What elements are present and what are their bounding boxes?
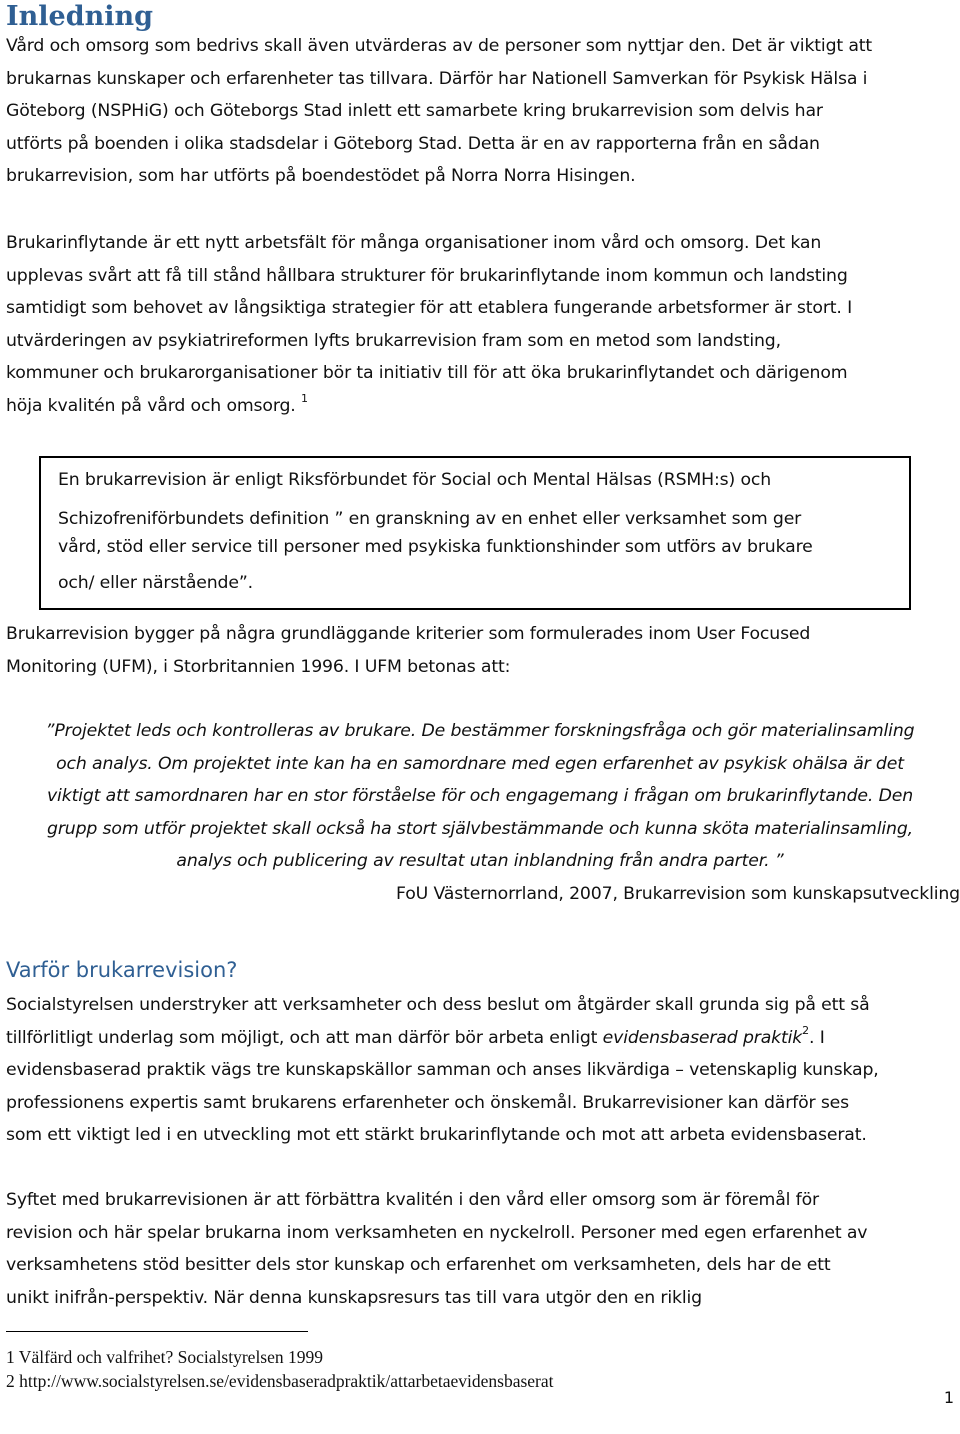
section-heading-inledning: Inledning <box>6 1 153 32</box>
text-line: som ett viktigt led i en utveckling mot ett stärkt brukarinflytande och mot att arbeta evidensbaserat. <box>6 1125 867 1146</box>
footnote-ref-2[interactable]: 2 <box>802 1023 810 1037</box>
text-line: revision och här spelar brukarna inom verksamheten en nyckelroll. Personer med egen erfarenhet av <box>6 1222 868 1243</box>
text-line: Vård och omsorg som bedrivs skall även utvärderas av de personer som nyttjar den. Det är viktigt att <box>6 36 873 56</box>
text-line: brukarrevision, som har utförts på boendestödet på Norra Norra Hisingen. <box>6 166 636 187</box>
emphasis-evidensbaserad-praktik: evidensbaserad praktik <box>602 1027 803 1048</box>
definition-box <box>39 456 911 610</box>
text-line: Brukarrevision bygger på några grundläggande kriterier som formulerades inom User Focused <box>6 624 811 644</box>
text-line <box>6 1022 879 1055</box>
text-line: upplevas svårt att få till stånd hållbara strukturer för brukarinflytande inom kommun och landsting <box>6 265 848 286</box>
quote-line: analys och publicering av resultat utan inblandning från andra parter. ” <box>176 851 784 872</box>
text-line: Göteborg (NSPHiG) och Göteborgs Stad inlett ett samarbete kring brukarrevision som delvis har <box>6 101 823 122</box>
footnote-2[interactable]: 2 http://www.socialstyrelsen.se/evidensbaseradpraktik/attarbetaevidensbaserat <box>6 1371 554 1391</box>
quote-line: ”Projektet leds och kontrolleras av brukare. De bestämmer forskningsfråga och gör materialinsamling <box>45 721 915 741</box>
footnote-divider <box>6 1331 308 1332</box>
section-heading-varfor: Varför brukarrevision? <box>6 958 238 982</box>
text-line <box>6 390 852 423</box>
quote-line: viktigt att samordnaren har en stor förståelse för och engagemang i frågan om brukarinflytande. Den <box>46 786 914 807</box>
why-paragraph <box>6 989 879 1152</box>
ufm-quote <box>0 715 960 878</box>
ufm-paragraph <box>6 618 810 683</box>
quote-source: FoU Västernorrland, 2007, Brukarrevision som kunskapsutveckling <box>396 884 960 904</box>
text-line: Syftet med brukarrevisionen är att förbättra kvalitén i den vård eller omsorg som är föremål för <box>6 1190 819 1210</box>
text-line: verksamhetens stöd besitter dels stor kunskap och erfarenhet om verksamheten, dels har de ett <box>6 1255 831 1276</box>
text-line: Brukarinflytande är ett nytt arbetsfält för många organisationer inom vård och omsorg. Det kan <box>6 233 822 253</box>
intro-paragraph <box>6 30 872 193</box>
purpose-paragraph <box>6 1184 867 1314</box>
text-line: unikt inifrån-perspektiv. När denna kunskapsresurs tas till vara utgör den en riklig <box>6 1287 702 1308</box>
text-line: kommuner och brukarorganisationer bör ta initiativ till för att öka brukarinflytandet och därigenom <box>6 363 848 384</box>
text-line-start: tillförlitligt underlag som möjligt, och att man därför bör arbeta enligt <box>6 1027 603 1048</box>
definition-line: Schizofreniförbundets definition ” en granskning av en enhet eller verksamhet som ger <box>58 509 802 529</box>
text-line-end: . I <box>809 1027 825 1048</box>
text-line: samtidigt som behovet av långsiktiga strategier för att etablera fungerande arbetsformer är stort. I <box>6 298 853 319</box>
text-line: professionens expertis samt brukarens erfarenheter och önskemål. Brukarrevisioner kan därför ses <box>6 1092 850 1113</box>
text-line: evidensbaserad praktik vägs tre kunskapskällor samman och anses likvärdiga – vetenskaplig kunskap, <box>6 1060 879 1081</box>
definition-line: och/ eller närstående”. <box>58 573 254 593</box>
text-line: utvärderingen av psykiatrireformen lyfts brukarrevision fram som en metod som landsting, <box>6 330 781 351</box>
text-line: Socialstyrelsen understryker att verksamheter och dess beslut om åtgärder skall grunda sig på ett så <box>6 995 870 1015</box>
influence-paragraph <box>6 227 852 423</box>
page-number: 1 <box>943 1388 954 1407</box>
quote-source-wrap <box>0 878 960 911</box>
text-line: Monitoring (UFM), i Storbritannien 1996. I UFM betonas att: <box>6 656 511 677</box>
definition-line: En brukarrevision är enligt Riksförbundet för Social och Mental Hälsas (RSMH:s) och <box>58 470 772 490</box>
footnote-ref-1[interactable]: 1 <box>301 392 308 406</box>
text-line-body: höja kvalitén på vård och omsorg. <box>6 395 296 416</box>
text-line: utförts på boenden i olika stadsdelar i Göteborg Stad. Detta är en av rapporterna från en sådan <box>6 133 820 154</box>
text-line: brukarnas kunskaper och erfarenheter tas tillvara. Därför har Nationell Samverkan för Psykisk Hälsa i <box>6 68 868 89</box>
footnote-1: 1 Välfärd och valfrihet? Socialstyrelsen 1999 <box>6 1347 324 1367</box>
quote-line: och analys. Om projektet inte kan ha en samordnare med egen erfarenhet av psykisk ohälsa är det <box>56 753 904 774</box>
definition-line: vård, stöd eller service till personer med psykiska funktionshinder som utförs av brukare <box>58 537 813 557</box>
quote-line: grupp som utför projektet skall också ha stort självbestämmande och kunna sköta materialinsamling, <box>47 818 913 839</box>
